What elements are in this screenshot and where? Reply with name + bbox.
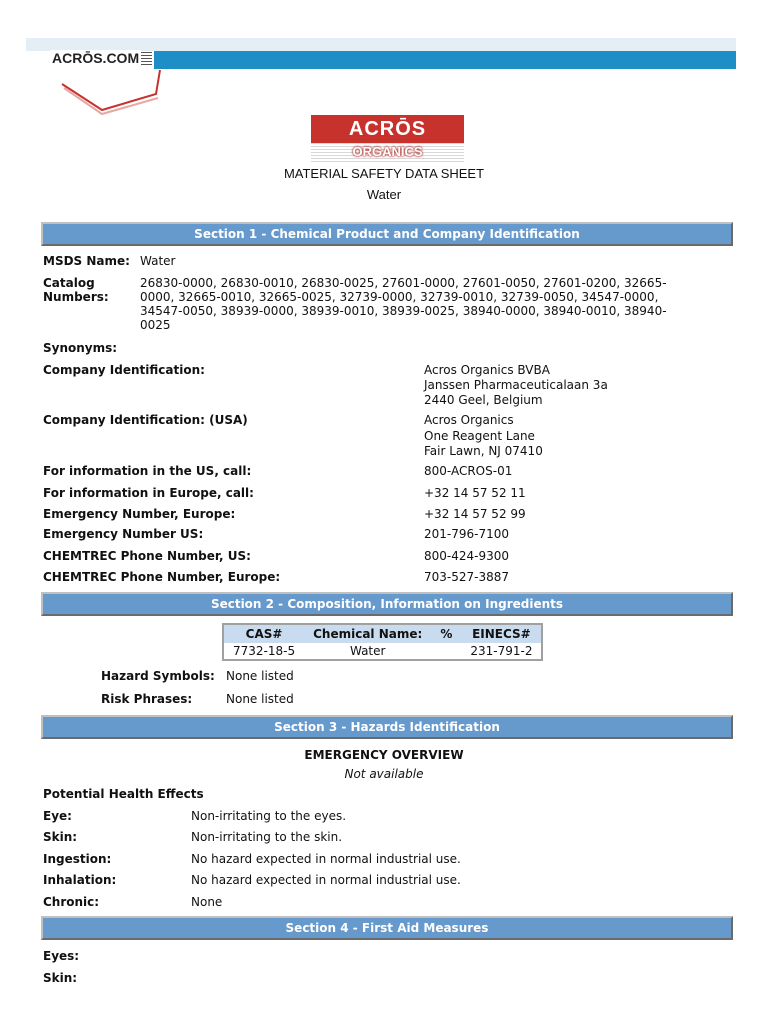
hazard-symbols-label: Hazard Symbols: xyxy=(101,669,215,683)
catalog-numbers-line: 34547-0050, 38939-0000, 38939-0010, 38939-0025, 38940-0000, 38940-0010, 38940- xyxy=(140,304,667,318)
column-header: EINECS# xyxy=(461,624,542,643)
company-address-line: Acros Organics BVBA xyxy=(424,363,550,377)
catalog-label-line-2: Numbers: xyxy=(43,290,109,304)
table-row xyxy=(223,643,542,660)
table-cell xyxy=(431,643,461,660)
table-cell: 7732-18-5 xyxy=(233,644,296,658)
contact-label: Emergency Number US: xyxy=(43,527,204,541)
company-address-line: Janssen Pharmaceuticalaan 3a xyxy=(424,378,608,392)
site-header-bar xyxy=(26,38,736,69)
effect-value: Non-irritating to the skin. xyxy=(191,830,343,844)
contact-phone: 800-424-9300 xyxy=(424,549,510,563)
contact-phone: 201-796-7100 xyxy=(424,527,510,541)
catalog-numbers-line: 0000, 32665-0010, 32665-0025, 32739-0000, 32739-0010, 32739-0050, 34547-0000, xyxy=(140,290,659,304)
table-cell: Water xyxy=(349,644,386,658)
contact-phone: +32 14 57 52 99 xyxy=(424,507,526,521)
risk-phrases-label: Risk Phrases: xyxy=(101,692,193,706)
hazard-symbols-value: None listed xyxy=(226,669,294,683)
msds-name-label: MSDS Name: xyxy=(43,254,130,268)
effect-label: Eye: xyxy=(43,809,72,823)
synonyms-label: Synonyms: xyxy=(43,341,118,355)
brand-line-2: ORGANICS xyxy=(352,144,423,159)
contact-phone: 800-ACROS-01 xyxy=(424,464,513,478)
section-1-header: Section 1 - Chemical Product and Company Identification xyxy=(41,222,733,246)
table-header-row xyxy=(223,624,542,643)
contact-label: Emergency Number, Europe: xyxy=(43,507,236,521)
effect-label: Inhalation: xyxy=(43,873,117,887)
first-aid-label: Eyes: xyxy=(43,949,80,963)
site-logo-text[interactable]: ACRŌS.COM xyxy=(52,50,140,66)
effect-value: None xyxy=(191,895,223,909)
company-address-line: 2440 Geel, Belgium xyxy=(424,393,543,407)
brand-line-1: ACRŌS xyxy=(348,118,427,140)
logo-swoosh-graphic xyxy=(60,70,170,120)
emergency-overview-text: Not available xyxy=(344,767,424,781)
column-header: Chemical Name: xyxy=(304,624,431,643)
column-header: CAS# xyxy=(223,624,304,643)
contact-label: For information in the US, call: xyxy=(43,464,252,478)
section-3-header: Section 3 - Hazards Identification xyxy=(41,715,733,739)
effect-value: No hazard expected in normal industrial use. xyxy=(191,852,461,866)
acros-organics-logo xyxy=(311,115,464,163)
column-header: % xyxy=(431,624,461,643)
company-usa-label: Company Identification: (USA) xyxy=(43,413,248,427)
ingredients-table xyxy=(222,623,543,661)
health-effects-title: Potential Health Effects xyxy=(43,787,204,801)
contact-phone: +32 14 57 52 11 xyxy=(424,486,526,500)
section-4-header: Section 4 - First Aid Measures xyxy=(41,916,733,940)
catalog-numbers-line: 0025 xyxy=(140,318,171,332)
effect-label: Skin: xyxy=(43,830,78,844)
effect-value: Non-irritating to the eyes. xyxy=(191,809,347,823)
document-title: MATERIAL SAFETY DATA SHEET xyxy=(283,166,485,181)
effect-value: No hazard expected in normal industrial use. xyxy=(191,873,461,887)
msds-name-value: Water xyxy=(140,254,176,268)
first-aid-label: Skin: xyxy=(43,971,78,985)
effect-label: Chronic: xyxy=(43,895,100,909)
section-2-header: Section 2 - Composition, Information on Ingredients xyxy=(41,592,733,616)
contact-label: CHEMTREC Phone Number, Europe: xyxy=(43,570,281,584)
emergency-overview-title: EMERGENCY OVERVIEW xyxy=(304,748,464,762)
company-usa-address-line: Acros Organics xyxy=(424,413,514,427)
table-cell: 231-791-2 xyxy=(470,644,533,658)
contact-phone: 703-527-3887 xyxy=(424,570,510,584)
company-usa-address-line: One Reagent Lane xyxy=(424,429,535,443)
catalog-numbers-line: 26830-0000, 26830-0010, 26830-0025, 27601-0000, 27601-0050, 27601-0200, 32665- xyxy=(140,276,667,290)
product-name: Water xyxy=(366,187,402,202)
contact-label: For information in Europe, call: xyxy=(43,486,254,500)
company-id-label: Company Identification: xyxy=(43,363,205,377)
company-usa-address-line: Fair Lawn, NJ 07410 xyxy=(424,444,543,458)
risk-phrases-value: None listed xyxy=(226,692,294,706)
effect-label: Ingestion: xyxy=(43,852,112,866)
catalog-label-line-1: Catalog xyxy=(43,276,95,290)
contact-label: CHEMTREC Phone Number, US: xyxy=(43,549,251,563)
